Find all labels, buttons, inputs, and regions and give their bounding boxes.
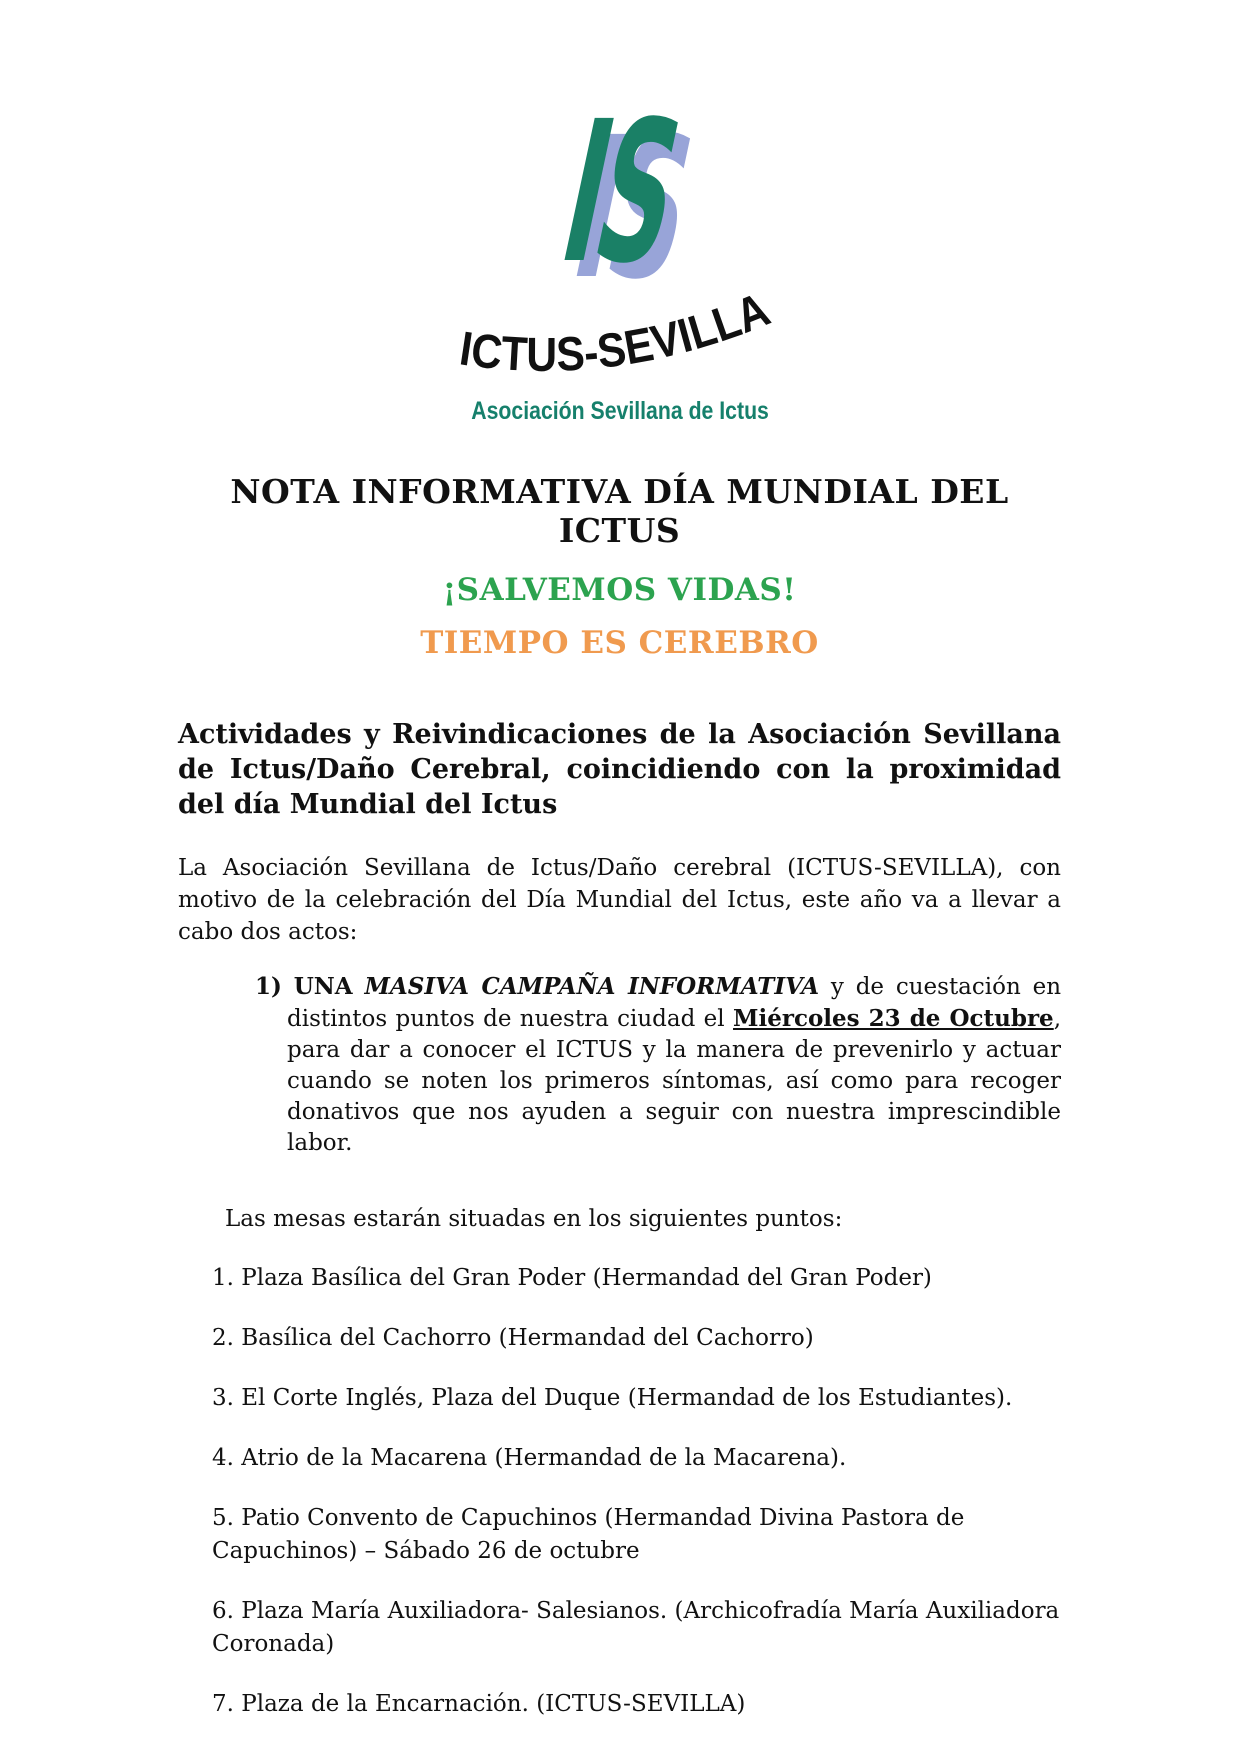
act-item-1 (255, 971, 1062, 1159)
location-item-3: 3. El Corte Inglés, Plaza del Duque (Hermandad de los Estudiantes). (212, 1385, 1013, 1411)
section-heading: Actividades y Reivindicaciones de la Asociación Sevillana de Ictus/Daño Cerebral, coincidiendo con la proximidad del día Mundial del Ictus (178, 719, 1061, 820)
logo-wordmark-arc (0, 281, 1240, 393)
document-content (0, 472, 1240, 1721)
logo (0, 0, 1240, 426)
location-item-2: 2. Basílica del Cachorro (Hermandad del Cachorro) (212, 1325, 814, 1351)
page-title: NOTA INFORMATIVA DÍA MUNDIAL DEL ICTUS (230, 472, 1009, 550)
location-item-1: 1. Plaza Basílica del Gran Poder (Hermandad del Gran Poder) (212, 1265, 932, 1291)
act-item-tail-text: , para dar a conocer el ICTUS y la manera de prevenirlo y actuar cuando se noten los primeros síntomas, así como para recoger donativos que nos ayuden a seguir con nuestra imprescindible labor. (287, 1006, 1062, 1156)
location-item-5: 5. Patio Convento de Capuchinos (Hermandad Divina Pastora de Capuchinos) – Sábado 26 de octubre (212, 1505, 965, 1564)
act-item-lead: UNA (293, 973, 353, 1000)
logo-monogram-wrap (0, 79, 1240, 306)
tables-intro: Las mesas estarán situadas en los siguientes puntos: (225, 1206, 843, 1232)
act-item-campaign-name: MASIVA CAMPAÑA INFORMATIVA (364, 973, 820, 1000)
logo-tagline (0, 397, 1240, 426)
intro-paragraph: La Asociación Sevillana de Ictus/Daño cerebral (ICTUS-SEVILLA), con motivo de la celebración del Día Mundial del Ictus, este año va a llevar a cabo dos actos: (178, 855, 1061, 945)
slogan-salvemos-vidas: ¡SALVEMOS VIDAS! (442, 572, 797, 608)
logo-wordmark-text: ICTUS-SEVILLA (456, 281, 781, 382)
act-item-number: 1) (255, 973, 282, 1000)
logo-monogram: IS (545, 79, 695, 306)
logo-tagline-text: Asociación Sevillana de Ictus (471, 397, 769, 425)
locations-list (178, 1262, 1061, 1721)
act-item-date: Miércoles 23 de Octubre (733, 1005, 1054, 1032)
location-item-7: 7. Plaza de la Encarnación. (ICTUS-SEVILLA) (212, 1691, 746, 1717)
slogan-tiempo-es-cerebro: TIEMPO ES CEREBRO (420, 625, 819, 661)
location-item-4: 4. Atrio de la Macarena (Hermandad de la Macarena). (212, 1445, 847, 1471)
act-item-middle-text: y de cuestación en distintos puntos de nuestra ciudad el (287, 974, 1062, 1032)
location-item-6: 6. Plaza María Auxiliadora- Salesianos. (Archicofradía María Auxiliadora Coronada) (212, 1598, 1060, 1657)
